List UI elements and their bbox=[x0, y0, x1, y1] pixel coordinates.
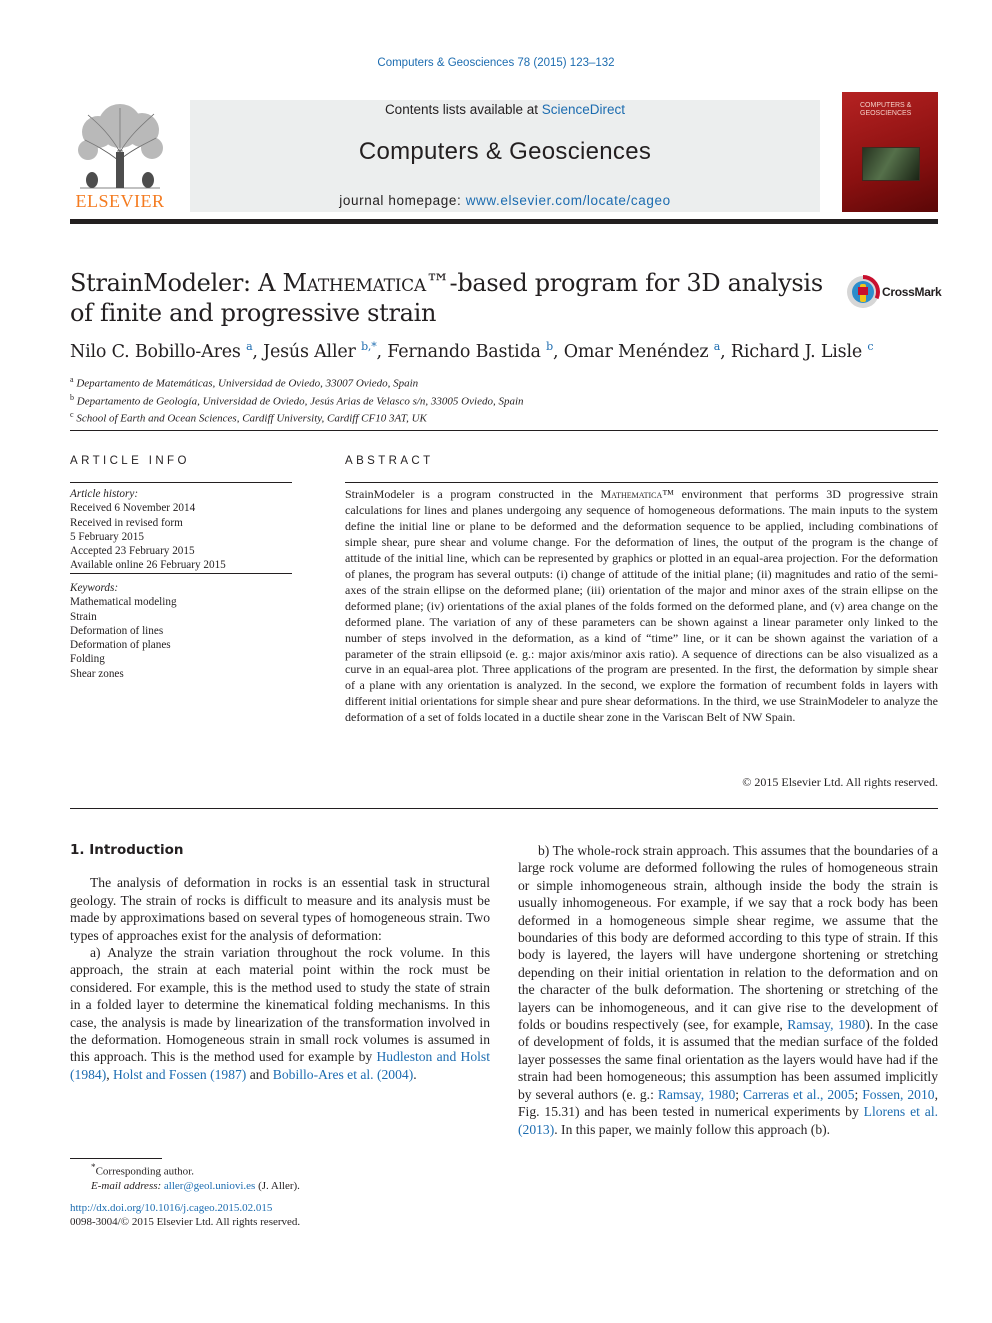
citation-link[interactable]: Holst and Fossen (1987) bbox=[113, 1066, 247, 1082]
author-name: Nilo C. Bobillo-Ares bbox=[70, 341, 241, 362]
contents-prefix: Contents lists available at bbox=[384, 102, 542, 117]
citation-link[interactable]: Ramsay, 1980 bbox=[657, 1086, 736, 1102]
keywords-label: Keywords: bbox=[70, 582, 119, 594]
header-rule bbox=[70, 219, 938, 224]
abstract-mathematica: Mathematica bbox=[600, 487, 663, 501]
article-history bbox=[70, 487, 292, 573]
author-name: Jesús Aller bbox=[263, 341, 356, 362]
paragraph: The analysis of deformation in rocks is an essential task in structural geology. The strain of rocks is difficult to measure and its analysis must be made by approximations based on several types of homogeneous strain. Two types of approaches exist for the analysis of deformation: bbox=[70, 875, 490, 943]
doi-block bbox=[70, 1201, 490, 1230]
paragraph-text: . bbox=[413, 1066, 417, 1082]
affiliation-text: Departamento de Geología, Universidad de Oviedo, Jesús Arias de Velasco s/n, 33005 Oviedo, Spain bbox=[76, 395, 524, 408]
author-affil-link[interactable]: a bbox=[246, 340, 253, 353]
section-heading: 1. Introduction bbox=[70, 842, 184, 858]
author-affil-link[interactable]: c bbox=[867, 340, 874, 353]
journal-homepage-link[interactable]: www.elsevier.com/locate/cageo bbox=[465, 193, 671, 208]
footnotes bbox=[70, 1160, 490, 1193]
paragraph-text: a) Analyze the strain variation throughout the rock volume. In this approach, the strain at each material point within the rock must be considered. For example, this is the method used to study the state of strain in a folded layer to determine the kinematical folding mechanisms. In this case, the analysis is made by linearization of the transformation involved in the deformation. Homogeneous strain in small rock volumes is assumed in this approach. This is the method used for example by bbox=[70, 945, 490, 1065]
corresponding-text: Corresponding author. bbox=[95, 1165, 194, 1178]
affiliation-marker: a bbox=[70, 375, 74, 384]
paragraph-text: b) The whole-rock strain approach. This assumes that the boundaries of a large rock volume are deformed following the rules of homogeneous strain or simple inhomogeneous strain, although inside the body the strain is usually inhomogeneous. For example, if we say that a rock body has been deformed in a homogeneous simple shear regime, we assume that the boundaries of this body are deformed according to this type of strain. If this body is layered, the layers will have undergone shortening or stretching depending on their initial orientation in relation to the deformation and on the character of the bulk deformation. The shortening or stretching of the layers can be inhomogeneous, and it can give rise to the development of folds or boudins respectively (see, for example, bbox=[518, 843, 938, 1033]
affiliation-marker: c bbox=[70, 410, 74, 420]
divider bbox=[70, 808, 938, 809]
corresponding-author-note: *Corresponding author. bbox=[91, 1162, 194, 1178]
crossmark-icon bbox=[846, 275, 880, 309]
history-item: Accepted 23 February 2015 bbox=[70, 545, 195, 558]
divider bbox=[70, 482, 292, 483]
author-list: Nilo C. Bobillo-Ares $^a$, Jesús Aller $^{b,*}$, Fernando Bastida $^b$, Omar Menéndez $^a$, Richard J. Lisle $^c$ bbox=[70, 340, 874, 362]
email-link[interactable]: aller@geol.uniovi.es bbox=[163, 1179, 256, 1192]
keyword-item: Shear zones bbox=[70, 667, 124, 680]
title-part1: StrainModeler: A bbox=[70, 269, 283, 297]
elsevier-logo bbox=[70, 100, 170, 212]
citation-link[interactable]: Bobillo-Ares et al. (2004) bbox=[272, 1066, 414, 1082]
divider bbox=[70, 430, 938, 431]
author-affil-link[interactable]: a bbox=[713, 340, 721, 353]
email-label: E-mail address: bbox=[91, 1179, 164, 1192]
history-item: Received 6 November 2014 bbox=[70, 502, 196, 515]
body-column-left bbox=[70, 842, 490, 1083]
issn-line: 0098-3004/© 2015 Elsevier Ltd. All rights reserved. bbox=[70, 1216, 301, 1229]
history-item: 5 February 2015 bbox=[70, 530, 144, 543]
journal-title: Computers & Geosciences bbox=[358, 138, 652, 165]
paragraph-text: . In this paper, we mainly follow this approach (b). bbox=[554, 1121, 831, 1137]
abstract-text bbox=[345, 487, 938, 726]
history-label: Article history: bbox=[70, 488, 139, 500]
doi-link[interactable]: http://dx.doi.org/10.1016/j.cageo.2015.02.015 bbox=[70, 1202, 273, 1214]
crossmark-label: CrossMark bbox=[882, 285, 942, 299]
body-column-right bbox=[518, 842, 938, 1138]
email-suffix: (J. Aller). bbox=[255, 1179, 300, 1192]
keyword-item: Strain bbox=[70, 610, 97, 623]
cover-image bbox=[862, 147, 920, 181]
citation-link[interactable]: Ramsay, 1980 bbox=[787, 1017, 866, 1033]
affiliation-item bbox=[70, 408, 938, 426]
history-item: Available online 26 February 2015 bbox=[70, 559, 226, 572]
affiliations bbox=[70, 373, 938, 426]
elsevier-tree-icon bbox=[70, 100, 170, 192]
journal-cover[interactable] bbox=[842, 92, 938, 212]
keyword-item: Deformation of lines bbox=[70, 624, 164, 637]
author-affil-link[interactable]: b bbox=[546, 340, 553, 353]
paragraph-text: , bbox=[106, 1066, 114, 1082]
keyword-item: Deformation of planes bbox=[70, 639, 171, 652]
article-title bbox=[70, 268, 830, 328]
paragraph-text: ). In the case of development of folds, it is assumed that the median surface of the folded layer possesses the same final orientation as the layers would have had if the strain had been homogeneous; this assumption has been assumed implicitly by several authors (e. g.: bbox=[518, 1017, 938, 1102]
author-name: Richard J. Lisle bbox=[730, 341, 863, 362]
paragraph bbox=[518, 842, 938, 1138]
title-part2: ™-based program for 3D analysis of finite and progressive strain bbox=[70, 269, 823, 327]
citation-link[interactable]: Llorens et al. (2013) bbox=[518, 1104, 939, 1137]
divider bbox=[345, 482, 938, 483]
history-item: Received in revised form bbox=[70, 516, 183, 529]
cover-title: COMPUTERS & GEOSCIENCES bbox=[860, 102, 912, 117]
email-note bbox=[70, 1179, 490, 1193]
abstract-rest: ™ environment that performs 3D progressive strain calculations for lines and planes undergoing any sequence of homogeneous deformations. The main inputs to the system define the initial line or plane to be deformed and the deformation sequence to be applied, including combinations of simple shear, pure shear and volume change. For the deformation of lines, the output of the program is the change of attitude of the initial line, which can be represented by graphics or plotted in an equal-area projection. For the deformation of planes, the program has several outputs: (i) change of attitude of the initial plane; (ii) magnitudes and ratio of the semi-axes of the strain ellipse on the deformed plane; (iii) orientation of the major and minor axes of the strain ellipse on the deformed plane; (iv) orientations of the axial planes of the folds formed on the deformed plane, and (v) area change on the deformed plane. The variation of any of these parameters can be shown against a linear parameter only linked to the number of steps involved in the deformation, as a kind of “time” line, or it can be shown against the variation of a parameter of the strain ellipsoid (e. g.: major axis/minor axis ratio). A sequence of directions can be also visualized as a curve in an equal-area plot. Three applications of the program are presented. In the first, the deformation by simple shear of a plane with any orientation is analyzed. In the second, we explore the formation of recumbent folds in layers with different initial orientations for simple shear and pure shear deformations. In the third, we use StrainModeler to analyze the deformation of a set of folds located in a ductile shear zone in the Variscan Belt of NW Spain. bbox=[345, 487, 939, 725]
title-mathematica: Mathematica bbox=[282, 269, 426, 297]
contents-line bbox=[190, 102, 820, 117]
copyright: © 2015 Elsevier Ltd. All rights reserved. bbox=[742, 775, 938, 789]
author-name: Fernando Bastida bbox=[387, 341, 541, 362]
paragraph-text: ; bbox=[854, 1086, 863, 1102]
abstract-heading: ABSTRACT bbox=[345, 455, 434, 467]
citation-link[interactable]: Fossen, 2010 bbox=[862, 1086, 935, 1102]
homepage-prefix: journal homepage: bbox=[339, 193, 466, 208]
article-info-heading: ARTICLE INFO bbox=[70, 455, 190, 467]
author-affil-link[interactable]: b,* bbox=[361, 340, 377, 353]
divider bbox=[70, 573, 292, 574]
affiliation-item bbox=[70, 391, 938, 409]
journal-reference[interactable]: Computers & Geosciences 78 (2015) 123–132 bbox=[377, 57, 615, 69]
paragraph-text: and bbox=[246, 1066, 273, 1082]
affiliation-marker: b bbox=[70, 392, 74, 402]
citation-link[interactable]: Carreras et al., 2005 bbox=[743, 1086, 855, 1102]
keyword-item: Mathematical modeling bbox=[70, 596, 177, 609]
homepage-line bbox=[190, 193, 820, 208]
abstract-start: StrainModeler is a program constructed in the bbox=[345, 487, 601, 501]
elsevier-wordmark: ELSEVIER bbox=[75, 191, 165, 211]
sciencedirect-link[interactable]: ScienceDirect bbox=[541, 102, 626, 117]
keywords bbox=[70, 581, 292, 681]
author-name: Omar Menéndez bbox=[563, 341, 709, 362]
paragraph-text: , Fig. 15.31) and has been tested in numerical experiments by bbox=[518, 1086, 938, 1120]
footnote-divider bbox=[70, 1158, 162, 1159]
citation-link[interactable]: Hudleston and Holst (1984) bbox=[70, 1049, 491, 1082]
paragraph-text: ; bbox=[735, 1086, 743, 1102]
crossmark-badge[interactable] bbox=[846, 275, 946, 311]
affiliation-item bbox=[70, 373, 938, 391]
paragraph bbox=[70, 944, 490, 1083]
keyword-item: Folding bbox=[70, 653, 105, 666]
affiliation-text: Departamento de Matemáticas, Universidad de Oviedo, 33007 Oviedo, Spain bbox=[76, 377, 419, 390]
affiliation-text: School of Earth and Ocean Sciences, Cardiff University, Cardiff CF10 3AT, UK bbox=[76, 412, 427, 425]
